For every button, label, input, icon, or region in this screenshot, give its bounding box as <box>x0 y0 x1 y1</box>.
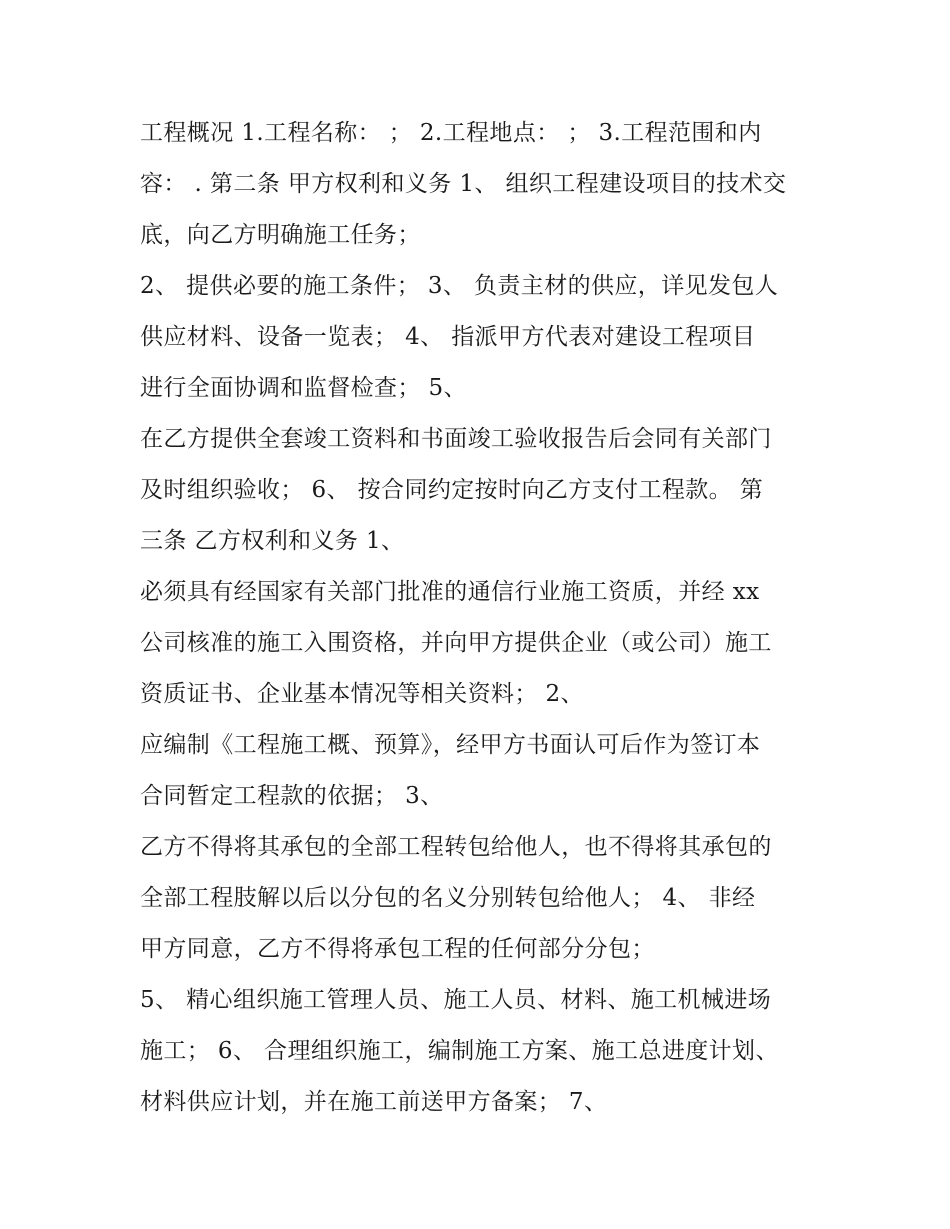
text-line: 三条 乙方权利和义务 1、 <box>140 528 405 554</box>
text-line: 应编制《工程施工概、预算》，经甲方书面认可后作为签订本 <box>140 732 761 758</box>
text-line: 资质证书、企业基本情况等相关资料； 2、 <box>140 681 584 707</box>
text-line: 及时组织验收； 6、 按合同约定按时向乙方支付工程款。 第 <box>140 477 764 503</box>
text-line: 材料供应计划，并在施工前送甲方备案； 7、 <box>140 1089 608 1115</box>
text-line: 进行全面协调和监督检查； 5、 <box>140 375 467 401</box>
text-line: 合同暂定工程款的依据； 3、 <box>140 783 444 809</box>
text-line: 公司核准的施工入围资格，并向甲方提供企业（或公司）施工 <box>140 630 772 656</box>
text-line: 供应材料、设备一览表； 4、 指派甲方代表对建设工程项目 <box>140 324 756 350</box>
text-line: 在乙方提供全套竣工资料和书面竣工验收报告后会同有关部门 <box>140 426 772 452</box>
text-line: 甲方同意，乙方不得将承包工程的任何部分分包； <box>140 936 655 962</box>
text-line: 2、 提供必要的施工条件； 3、 负责主材的供应，详见发包人 <box>140 273 779 299</box>
text-line: 容： . 第二条 甲方权利和义务 1、 组织工程建设项目的技术交 <box>140 171 787 197</box>
contract-text-body <box>140 108 830 1128</box>
text-line: 施工； 6、 合理组织施工，编制施工方案、施工总进度计划、 <box>140 1038 779 1064</box>
text-line: 底，向乙方明确施工任务； <box>140 222 421 248</box>
text-line: 工程概况 1.工程名称： ； 2.工程地点： ； 3.工程范围和内 <box>140 120 762 146</box>
text-line: 全部工程肢解以后以分包的名义分别转包给他人； 4、 非经 <box>140 885 756 911</box>
text-line: 5、 精心组织施工管理人员、施工人员、材料、施工机械进场 <box>140 987 772 1013</box>
text-line: 乙方不得将其承包的全部工程转包给他人，也不得将其承包的 <box>140 834 772 860</box>
text-line: 必须具有经国家有关部门批准的通信行业施工资质，并经 xx <box>140 579 760 605</box>
